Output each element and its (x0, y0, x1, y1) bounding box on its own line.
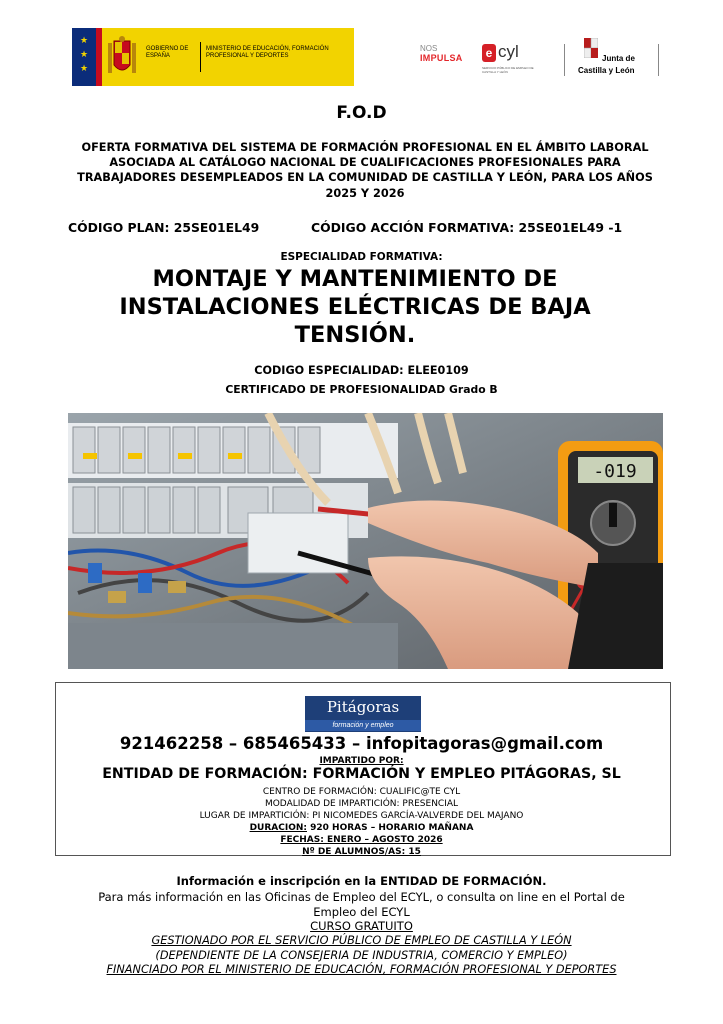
info-heading: Información e inscripción en la ENTIDAD DE FORMACIÓN. (176, 874, 547, 888)
training-dates (0, 834, 723, 846)
ecyl-sub-label: SERVICIO PÚBLICO DE EMPLEO DE CASTILLA Y LEÓN (482, 66, 534, 74)
duration-label: DURACION: (249, 823, 307, 833)
castilla-label: Castilla y León (578, 66, 635, 75)
ecyl-mark-icon: e (482, 44, 496, 62)
specialty-name: MONTAJE Y MANTENIMIENTO DE INSTALACIONES ELÉCTRICAS DE BAJA TENSIÓN. (119, 266, 591, 348)
training-modality: MODALIDAD DE IMPARTICIÓN: PRESENCIAL (264, 799, 459, 809)
ministry-label: MINISTERIO DE EDUCACIÓN, FORMACIÓN PROFESIONAL Y DEPORTES (206, 46, 329, 59)
training-duration (0, 822, 723, 834)
impulsa-label: IMPULSA (420, 53, 463, 63)
dependent-label: (DEPENDIENTE DE LA CONSEJERIA DE INDUSTRIA, COMERCIO Y EMPLEO) (155, 949, 568, 962)
specialty-code: CODIGO ESPECIALIDAD: ELEE0109 (254, 364, 469, 377)
student-count (0, 846, 723, 858)
nos-impulsa-logo (420, 44, 476, 63)
info-text: Para más información en las Oficinas de Empleo del ECYL, o consulta on line en el Portal de Empleo del ECYL (98, 890, 625, 919)
junta-label: Junta de (602, 54, 635, 63)
training-center: CENTRO DE FORMACIÓN: CUALIFIC@TE CYL (262, 787, 461, 797)
action-code: CÓDIGO ACCIÓN FORMATIVA: 25SE01EL49 -1 (311, 220, 623, 235)
pitagoras-tagline: formación y empleo (332, 722, 394, 729)
duration-value: 920 HORAS – HORARIO MAÑANA (306, 823, 474, 833)
multimeter-display: -019 (593, 461, 637, 482)
ecyl-label: cyl (498, 42, 519, 61)
dates-text: FECHAS: ENERO – AGOSTO 2026 (280, 835, 443, 845)
certificate-label: CERTIFICADO DE PROFESIONALIDAD Grado B (225, 383, 498, 396)
eu-flag (72, 28, 96, 86)
training-entity: ENTIDAD DE FORMACIÓN: FORMACIÓN Y EMPLEO PITÁGORAS, SL (102, 766, 621, 782)
students-text: Nº DE ALUMNOS/AS: 15 (302, 847, 421, 857)
contact-line: 921462258 – 685465433 – infopitagoras@gmail.com (119, 734, 604, 753)
plan-code: CÓDIGO PLAN: 25SE01EL49 (68, 220, 260, 235)
stars-icon: ★ ★ ★ (79, 36, 89, 74)
pitagoras-logo (305, 696, 421, 732)
page-title: F.O.D (336, 103, 387, 123)
specialty-label: ESPECIALIDAD FORMATIVA: (280, 251, 443, 263)
junta-logo (576, 38, 656, 80)
castilla-shield-icon (584, 38, 598, 58)
nos-label: NOS (420, 44, 438, 53)
financed-by-label: FINANCIADO POR EL MINISTERIO DE EDUCACIÓN, FORMACIÓN PROFESIONAL Y DEPORTES (106, 963, 617, 976)
government-logo (72, 28, 354, 86)
government-label: GOBIERNO DE ESPAÑA (146, 46, 189, 59)
free-course-label: CURSO GRATUITO (310, 919, 413, 933)
electrical-panel-photo (68, 413, 663, 669)
ecyl-logo (482, 44, 546, 74)
training-place: LUGAR DE IMPARTICIÓN: PI NICOMEDES GARCÍA-VALVERDE DEL MAJANO (199, 811, 524, 821)
offer-description: OFERTA FORMATIVA DEL SISTEMA DE FORMACIÓN PROFESIONAL EN EL ÁMBITO LABORAL ASOCIADA AL CATÁLOGO NACIONAL DE CUALIFICACIONES PROFESIONALES PARA TRABAJADORES DESEMPLEADOS EN LA COMUNIDAD DE CASTILLA Y LEÓN, PARA LOS AÑOS 2025 Y 2026 (77, 141, 653, 200)
taught-by-label: IMPARTIDO POR: (319, 756, 404, 766)
managed-by-label: GESTIONADO POR EL SERVICIO PÚBLICO DE EMPLEO DE CASTILLA Y LEÓN (151, 934, 572, 947)
coat-of-arms-icon (106, 35, 138, 79)
pitagoras-name: Pitágoras (326, 698, 400, 716)
